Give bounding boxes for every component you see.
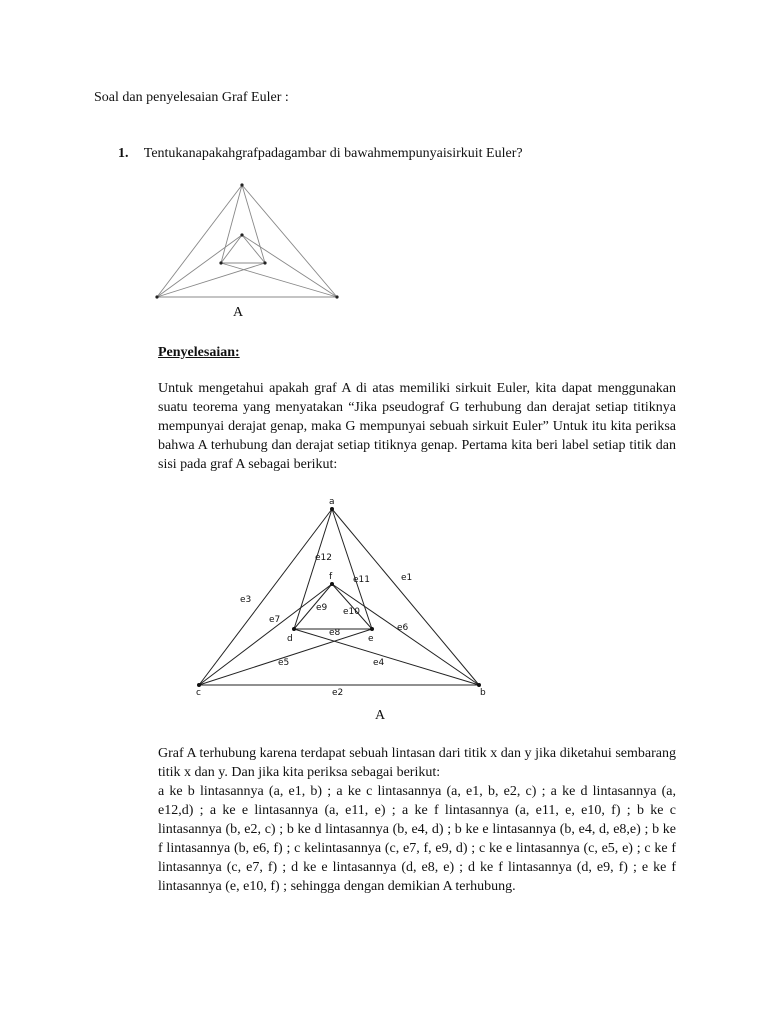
edge-label-e9: e9 xyxy=(316,603,328,613)
graph-figure-unlabeled xyxy=(150,178,346,304)
edge-label-e12: e12 xyxy=(315,553,332,563)
edge-label-e11: e11 xyxy=(353,575,370,585)
paragraph-1 xyxy=(158,379,676,474)
vertex-label-b: b xyxy=(480,688,486,698)
question-number: 1. xyxy=(118,146,129,161)
vertex-label-a: a xyxy=(329,497,335,507)
edge-label-e6: e6 xyxy=(397,623,409,633)
solution-title: Penyelesaian: xyxy=(158,345,240,360)
edge-label-e4: e4 xyxy=(373,658,385,668)
paragraph-1-text: Untuk mengetahui apakah graf A di atas memiliki sirkuit Euler, kita dapat menggunakan suatu teorema yang menyatakan “Jika pseudograf G terhubung dan derajat setiap titiknya mempunyai derajat genap, maka G mempunyai sebuah sirkuit Euler” Untuk itu kita periksa bahwa A terhubung dan derajat setiap titiknya genap. Pertama kita beri label setiap titik dan sisi pada graf A sebagai berikut: xyxy=(158,381,676,472)
vertex-label-e: e xyxy=(368,634,374,644)
vertex-label-f: f xyxy=(329,572,333,582)
edge-label-e3: e3 xyxy=(240,595,252,605)
edge-e5 xyxy=(199,629,372,685)
paragraph-2-line-2: a ke b lintasannya (a, e1, b) ; a ke c lintasannya (a, e1, b, e2, c) ; a ke d lintasannya (a, e12,d) ; a ke e lintasannya (a, e11, e) ; a ke f lintasannya (a, e11, e, e10, f) ; b ke c lintasannya (b, e2, c) ; b ke d lintasannya (b, e4, d) ; b ke e lintasannya (b, e4, d, e8,e) ; b ke f lintasannya (b, e6, f) ; c kelintasannya (c, e7, f, e9, d) ; c ke e lintasannya (c, e5, e) ; c ke f lintasannya (c, e7, f) ; d ke e lintasannya (d, e8, e) ; d ke f lintasannya (d, e9, f) ; e ke f lintasannya (e, e10, f) ; sehingga dengan demikian A terhubung. xyxy=(158,784,676,894)
graph-figure-labeled xyxy=(190,492,490,700)
edge-label-e1: e1 xyxy=(401,573,413,583)
edge-label-e7: e7 xyxy=(269,615,281,625)
edge-label-e10: e10 xyxy=(343,607,360,617)
edge-e3 xyxy=(199,509,332,685)
edge-label-e5: e5 xyxy=(278,658,290,668)
paragraph-2-line-1: Graf A terhubung karena terdapat sebuah lintasan dari titik x dan y jika diketahui sembarang titik x dan y. Dan jika kita periksa sebagai berikut: xyxy=(158,746,676,780)
question-text: Tentukanapakahgrafpadagambar di bawahmempunyaisirkuit Euler? xyxy=(143,146,523,161)
vertex-label-d: d xyxy=(287,634,293,644)
edge-label-e8: e8 xyxy=(329,628,341,638)
document-heading: Soal dan penyelesaian Graf Euler : xyxy=(94,90,289,105)
vertex-label-c: c xyxy=(196,688,201,698)
edge-label-e2: e2 xyxy=(332,688,344,698)
edge-e4 xyxy=(294,629,479,685)
edge-e1 xyxy=(332,509,479,685)
figure1-caption: A xyxy=(233,305,244,320)
figure2-caption: A xyxy=(375,708,386,723)
question-1 xyxy=(118,146,523,162)
paragraph-2 xyxy=(158,744,676,896)
